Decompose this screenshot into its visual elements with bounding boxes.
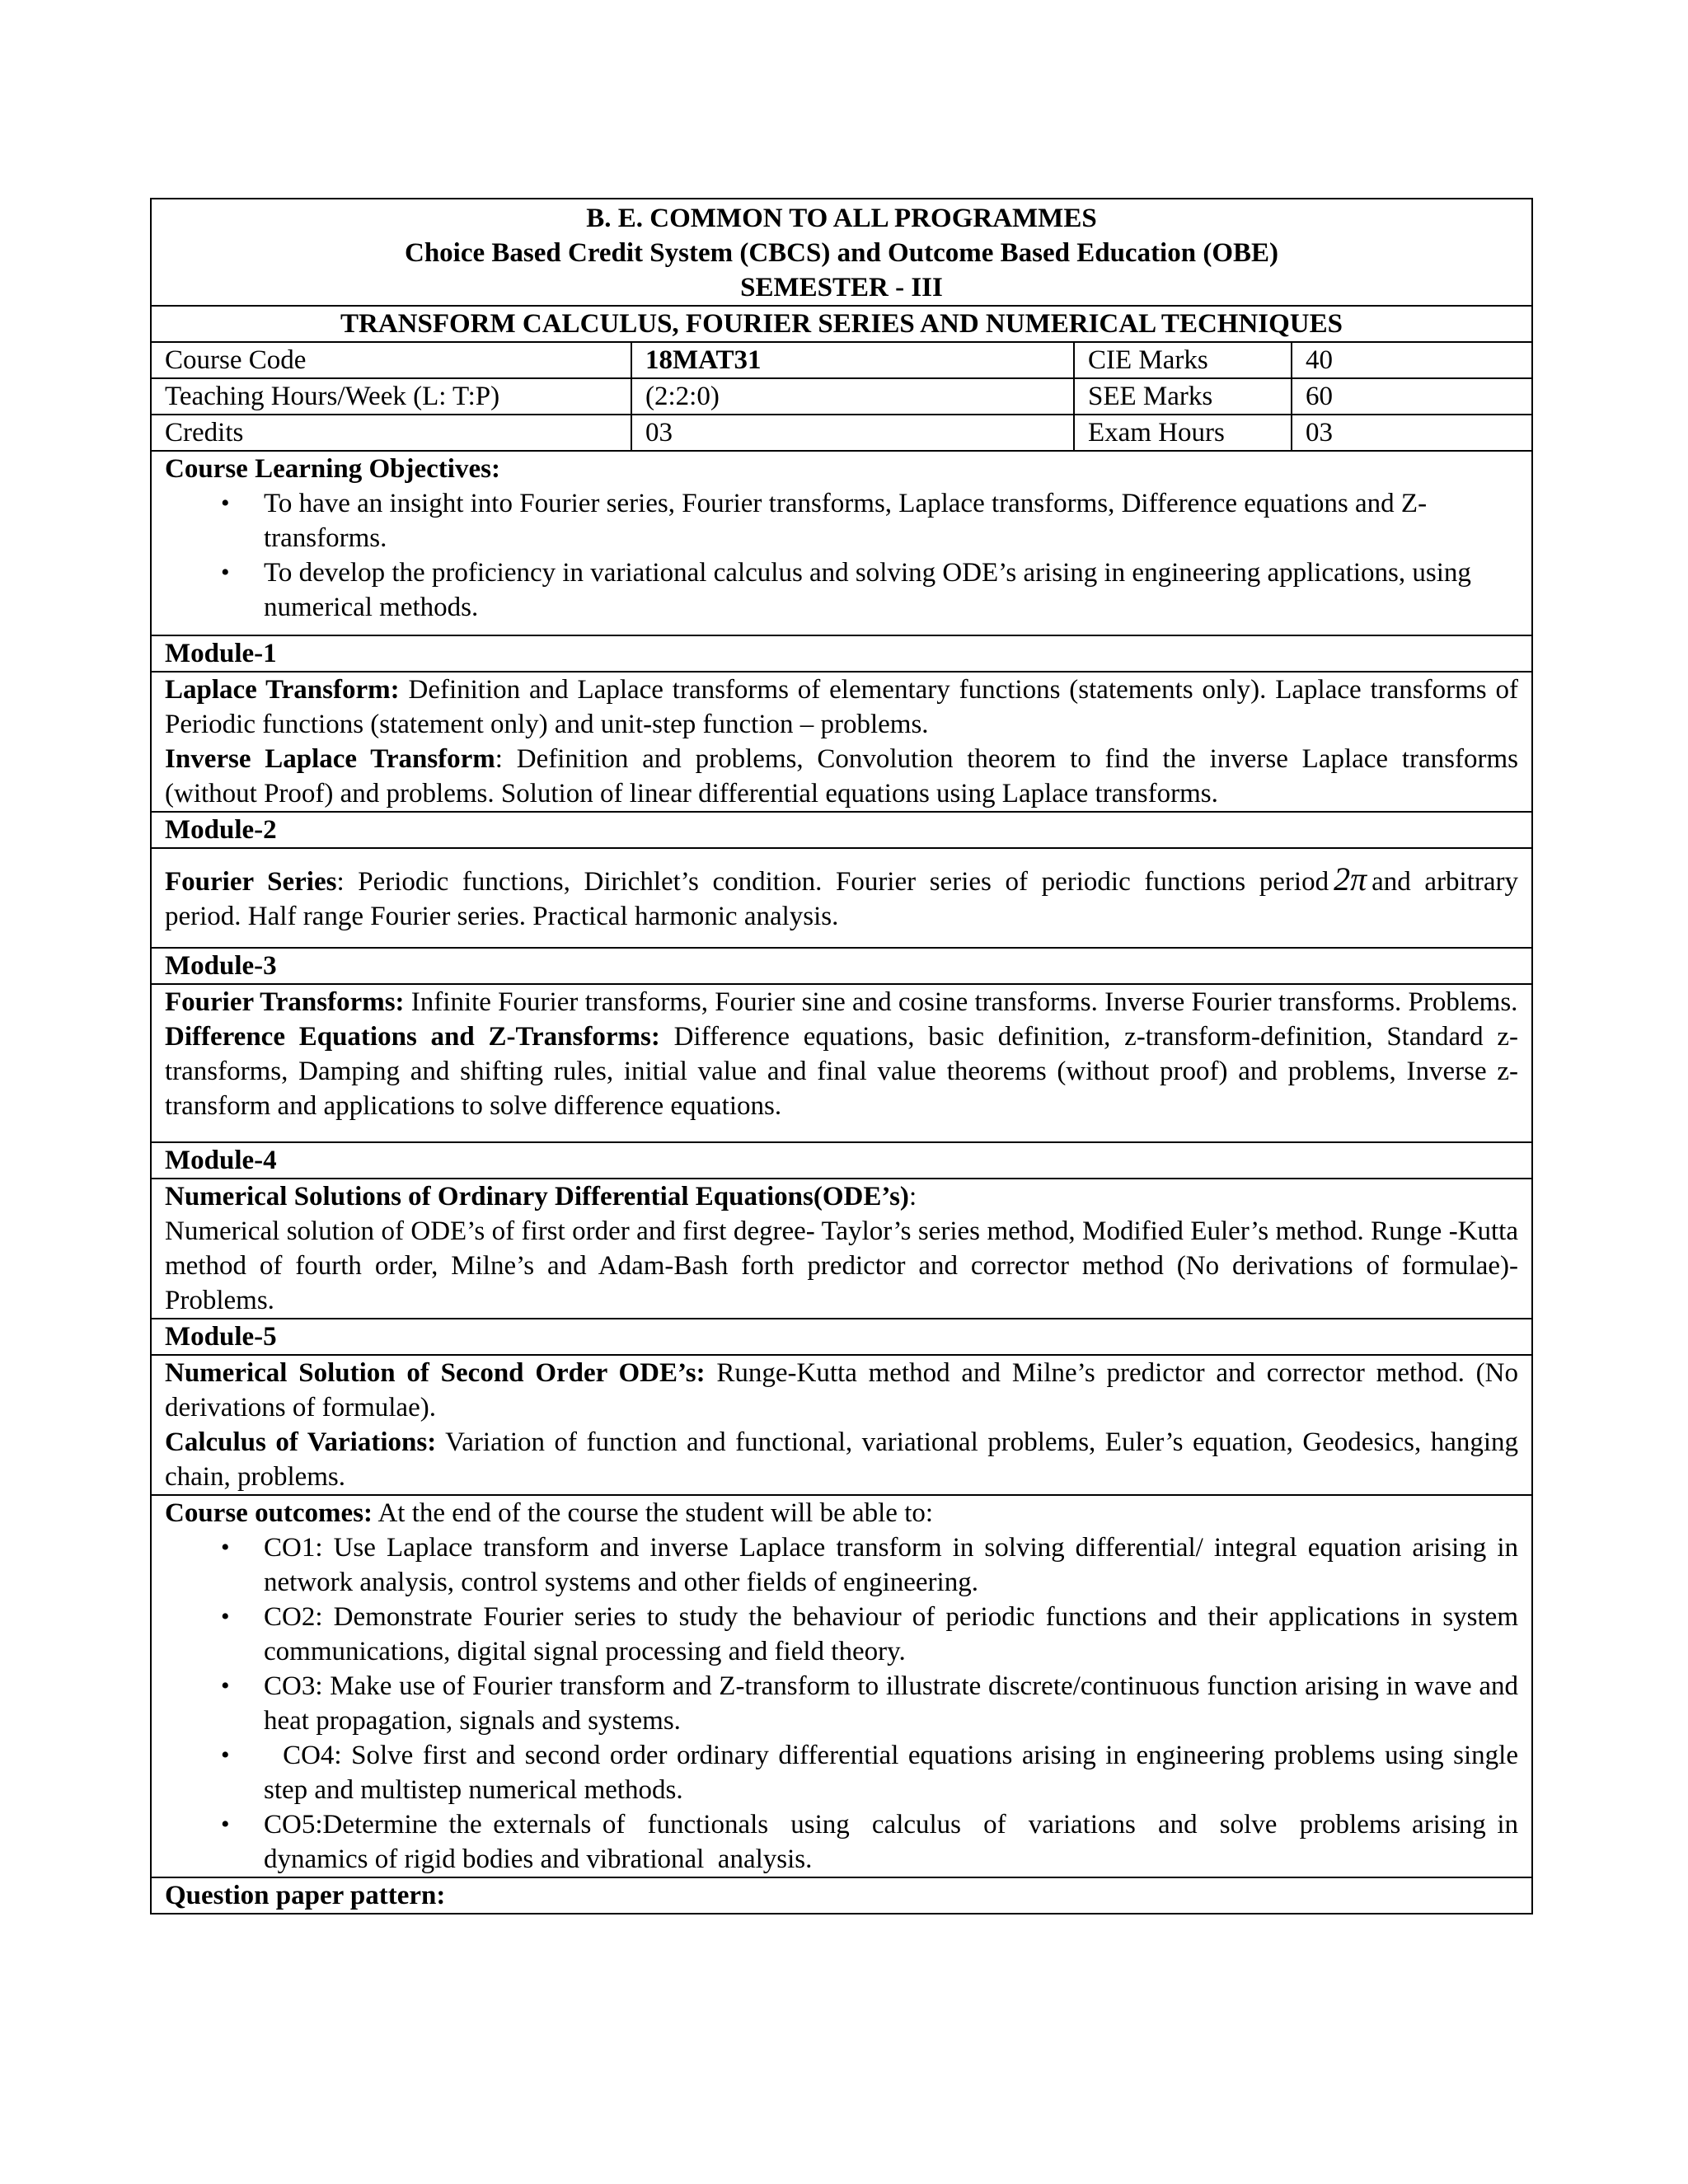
module-4-content (152, 1179, 1531, 1319)
exam-hours-value: 03 (1306, 418, 1333, 448)
module-1-heading: Module-1 (152, 636, 1531, 673)
course-code-value: 18MAT31 (632, 343, 1075, 377)
module-3-content (152, 985, 1531, 1143)
module-5-heading: Module-5 (152, 1319, 1531, 1356)
outcomes-list (165, 1530, 1526, 1877)
header-line-1: B. E. COMMON TO ALL PROGRAMMES (586, 204, 1097, 233)
module-2-content: Fourier Series: Periodic functions, Dirichlet’s condition. Fourier series of periodic functions period 2π and arbitrary period. Half range Fourier series. Practical harmonic analysis. (152, 849, 1531, 949)
bullet-icon: • (221, 1603, 230, 1630)
info-row-credits (152, 415, 1531, 452)
see-marks-value: 60 (1306, 382, 1333, 411)
list-item: • CO4: Solve first and second order ordinary differential equations arising in engineering problems using single step and multistep numerical methods. (165, 1738, 1518, 1807)
objectives-heading: Course Learning Objectives: (165, 454, 500, 484)
module-paragraph: Numerical Solutions of Ordinary Differential Equations(ODE’s): (165, 1182, 917, 1212)
list-item: • CO2: Demonstrate Fourier series to study the behaviour of periodic functions and their applications in system communications, digital signal processing and field theory. (165, 1600, 1518, 1669)
header-line-2: Choice Based Credit System (CBCS) and Outcome Based Education (OBE) (404, 238, 1278, 268)
module-paragraph: Laplace Transform: Definition and Laplace transforms of elementary functions (statements only). Laplace transforms of Periodic functions (statement only) and unit-step function – problems. (165, 675, 1519, 739)
module-paragraph: Inverse Laplace Transform: Definition and problems, Convolution theorem to find the inverse Laplace transforms (without Proof) and problems. Solution of linear differential equations using Laplace transforms. (165, 744, 1518, 808)
info-label: Exam Hours (1075, 415, 1292, 450)
two-pi-symbol: 2π (1334, 860, 1367, 898)
module-3-heading: Module-3 (152, 949, 1531, 985)
list-item: • To develop the proficiency in variational calculus and solving ODE’s arising in engineering applications, using numerical methods. (165, 555, 1518, 625)
header-line-3: SEMESTER - III (740, 273, 943, 302)
bullet-icon: • (221, 1534, 230, 1561)
module-2-heading: Module-2 (152, 813, 1531, 849)
course-outcomes (152, 1496, 1531, 1878)
cie-marks-value: 40 (1306, 345, 1333, 375)
module-5-content (152, 1356, 1531, 1496)
bullet-icon: • (221, 559, 230, 586)
module-paragraph: Numerical Solution of Second Order ODE’s: Runge-Kutta method and Milne’s predictor and corrector method. (No derivations of formulae). (165, 1358, 1518, 1422)
info-label: Credits (152, 415, 632, 450)
module-paragraph: Calculus of Variations: Variation of function and functional, variational problems, Euler’s equation, Geodesics, hanging chain, problems. (165, 1427, 1519, 1492)
info-row-teaching-hours (152, 379, 1531, 415)
list-item: • CO3: Make use of Fourier transform and Z-transform to illustrate discrete/continuous function arising in wave and heat propagation, signals and systems. (165, 1669, 1518, 1738)
info-label: Teaching Hours/Week (L: T:P) (152, 379, 632, 414)
credits-value: 03 (632, 415, 1075, 450)
syllabus-table (150, 198, 1533, 1915)
bullet-icon: • (221, 490, 230, 517)
program-header (152, 199, 1531, 307)
list-item: • CO1: Use Laplace transform and inverse Laplace transform in solving differential/ integral equation arising in network analysis, control systems and other fields of engineering. (165, 1530, 1518, 1600)
outcomes-intro: Course outcomes: At the end of the course the student will be able to: (165, 1498, 934, 1528)
module-paragraph: Numerical solution of ODE’s of first order and first degree- Taylor’s series method, Modified Euler’s method. Runge -Kutta method of fourth order, Milne’s and Adam-Bash forth predictor and corrector method (No derivations of formulae)-Problems. (165, 1216, 1518, 1315)
module-paragraph: Fourier Transforms: Infinite Fourier transforms, Fourier sine and cosine transforms. Inverse Fourier transforms. Problems. (165, 987, 1518, 1017)
module-1-content (152, 673, 1531, 813)
list-item: • CO5:Determine the externals of functionals using calculus of variations and solve problems arising in dynamics of rigid bodies and vibrational analysis. (165, 1807, 1518, 1877)
learning-objectives (152, 452, 1531, 636)
info-label: CIE Marks (1075, 343, 1292, 377)
teaching-hours-value: (2:2:0) (632, 379, 1075, 414)
bullet-icon: • (221, 1811, 230, 1838)
info-label: Course Code (152, 343, 632, 377)
module-paragraph: Difference Equations and Z-Transforms: Difference equations, basic definition, z-transform-definition, Standard z-transforms, Damping and shifting rules, initial value and final value theorems (without proof) and problems, Inverse z-transform and applications to solve difference equations. (165, 1022, 1519, 1121)
info-label: SEE Marks (1075, 379, 1292, 414)
question-paper-heading: Question paper pattern: (165, 1881, 446, 1910)
module-4-heading: Module-4 (152, 1143, 1531, 1179)
course-title: TRANSFORM CALCULUS, FOURIER SERIES AND NUMERICAL TECHNIQUES (152, 307, 1531, 343)
list-item: • To have an insight into Fourier series, Fourier transforms, Laplace transforms, Difference equations and Z-transforms. (165, 486, 1518, 555)
objectives-list (165, 486, 1518, 625)
bullet-icon: • (221, 1741, 230, 1769)
info-row-course-code (152, 343, 1531, 379)
bullet-icon: • (221, 1672, 230, 1699)
